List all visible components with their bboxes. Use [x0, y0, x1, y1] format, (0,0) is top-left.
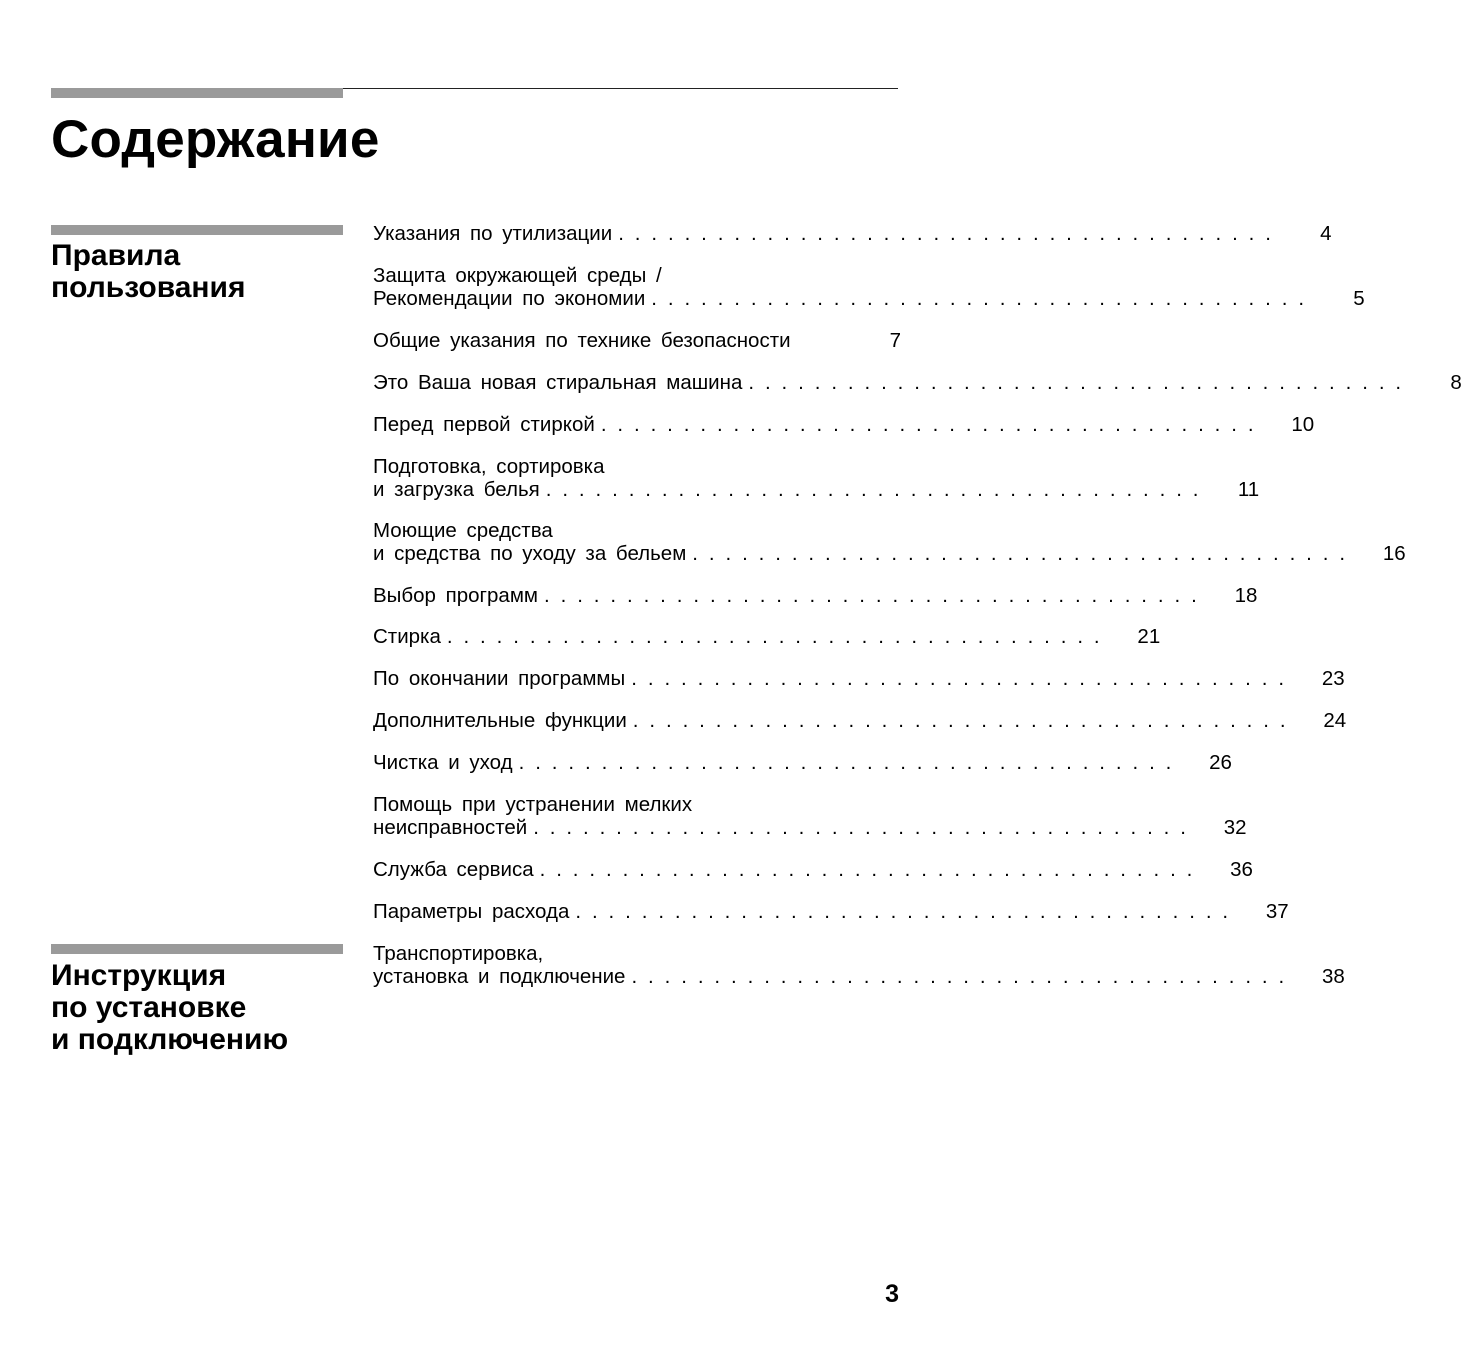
toc-entry-label: По окончании программы [373, 667, 626, 690]
toc-entry-label-line1: Защита окружающей среды / [373, 264, 662, 287]
toc-entry-label: Выбор программ [373, 584, 539, 607]
toc-entry-label: Перед первой стиркой [373, 413, 595, 436]
section-heading-line: по установке [51, 991, 247, 1024]
toc-entry-first-wash[interactable] [373, 413, 1315, 436]
toc-entry-cleaning[interactable] [373, 751, 1232, 774]
toc-entry-label-line1: Подготовка, сортировка [373, 455, 605, 478]
toc-entry-page: 21 [1137, 625, 1161, 648]
top-rule-thick [51, 88, 343, 98]
toc-entry-page: 8 [1450, 371, 1462, 394]
toc-entry-page: 7 [889, 329, 901, 352]
toc-entry-page: 11 [1237, 478, 1260, 501]
toc-entry-label: и загрузка белья [373, 478, 540, 501]
toc-entry-page: 37 [1265, 900, 1289, 923]
toc-entry-transport[interactable] [373, 942, 1345, 988]
toc-entry-label: установка и подключение [373, 965, 626, 988]
toc-entry-page: 24 [1323, 709, 1347, 732]
section-heading-line: Инструкция [51, 959, 227, 992]
toc-entry-page: 26 [1209, 751, 1232, 774]
page-title: Содержание [51, 110, 380, 169]
toc-entry-consumption[interactable] [373, 900, 1289, 923]
dot-leader: . . . . . . . . . . . . . . . . . . . . . . . . . . . . . . . . . . . . . . . . [631, 965, 1287, 988]
dot-leader: . . . . . . . . . . . . . . . . . . . . . . . . . . . . . . . . . . . . . . . . [533, 816, 1189, 839]
page-number: 3 [885, 1280, 899, 1308]
toc-entry-programs[interactable] [373, 584, 1258, 607]
section-heading-line: Правила [51, 239, 181, 272]
section-bar-installation [51, 944, 343, 954]
toc-entry-label: Общие указания по технике безопасности [373, 329, 791, 352]
toc-entry-label-line1: Помощь при устранении мелких [373, 793, 693, 816]
dot-leader: . . . . . . . . . . . . . . . . . . . . . . . . . . . . . . . . . . . . . . . . [748, 371, 1404, 394]
toc-entry-preparation[interactable] [373, 455, 1260, 501]
toc-entry-page: 18 [1234, 584, 1258, 607]
toc-entry-page: 5 [1353, 287, 1365, 310]
dot-leader: . . . . . . . . . . . . . . . . . . . . . . . . . . . . . . . . . . . . . . . . [518, 751, 1174, 774]
toc-entry-safety[interactable] [373, 329, 901, 352]
toc-entry-label: Параметры расхода [373, 900, 570, 923]
toc-entry-page: 16 [1382, 542, 1406, 565]
section-heading-line: и подключению [51, 1023, 289, 1056]
dot-leader: . . . . . . . . . . . . . . . . . . . . . . . . . . . . . . . . . . . . . . . . [651, 287, 1307, 310]
toc-entry-label: Это Ваша новая стиральная машина [373, 371, 743, 394]
toc-entry-troubleshooting[interactable] [373, 793, 1247, 839]
dot-leader: . . . . . . . . . . . . . . . . . . . . . . . . . . . . . . . . . . . . . . . . [632, 709, 1289, 732]
toc-entry-after-program[interactable] [373, 667, 1345, 690]
section-heading-installation [51, 960, 288, 1056]
toc-entry-page: 32 [1223, 816, 1247, 839]
toc-entry-page: 23 [1321, 667, 1345, 690]
toc-entry-extra-functions[interactable] [373, 709, 1347, 732]
dot-leader: . . . . . . . . . . . . . . . . . . . . . . . . . . . . . . . . . . . . . . . . [618, 222, 1274, 245]
toc-entry-label: Указания по утилизации [373, 222, 613, 245]
toc-entry-label: неисправностей [373, 816, 528, 839]
toc-entry-label-line1: Моющие средства [373, 519, 553, 542]
dot-leader: . . . . . . . . . . . . . . . . . . . . . . . . . . . . . . . . . . . . . . . . [600, 413, 1257, 436]
toc-entry-new-machine[interactable] [373, 371, 1462, 394]
toc-entry-label-line1: Транспортировка, [373, 942, 544, 965]
dot-leader: . . . . . . . . . . . . . . . . . . . . . . . . . . . . . . . . . . . . . . . . [446, 625, 1103, 648]
section-bar-usage [51, 225, 343, 235]
dot-leader: . . . . . . . . . . . . . . . . . . . . . . . . . . . . . . . . . . . . . . . . [545, 478, 1202, 501]
toc-entry-washing[interactable] [373, 625, 1161, 648]
toc-entry-label: Чистка и уход [373, 751, 513, 774]
dot-leader: . . . . . . . . . . . . . . . . . . . . . . . . . . . . . . . . . . . . . . . . [575, 900, 1231, 923]
toc-entry-page: 38 [1322, 965, 1345, 988]
section-heading-usage [51, 240, 246, 304]
toc-entry-environment[interactable] [373, 264, 1365, 310]
toc-entry-label: и средства по уходу за бельем [373, 542, 687, 565]
toc-entry-page: 4 [1320, 222, 1332, 245]
dot-leader: . . . . . . . . . . . . . . . . . . . . . . . . . . . . . . . . . . . . . . . . [631, 667, 1287, 690]
toc-entry-page: 36 [1230, 858, 1253, 881]
toc-entry-disposal[interactable] [373, 222, 1332, 245]
dot-leader: . . . . . . . . . . . . . . . . . . . . . . . . . . . . . . . . . . . . . . . . [539, 858, 1195, 881]
section-heading-line: пользования [51, 271, 246, 304]
toc-entry-label: Дополнительные функции [373, 709, 627, 732]
toc-entry-label: Стирка [373, 625, 441, 648]
toc-entry-label: Рекомендации по экономии [373, 287, 646, 310]
toc-entry-service[interactable] [373, 858, 1253, 881]
dot-leader: . . . . . . . . . . . . . . . . . . . . . . . . . . . . . . . . . . . . . . . . [692, 542, 1348, 565]
toc-entry-page: 10 [1291, 413, 1315, 436]
dot-leader: . . . . . . . . . . . . . . . . . . . . . . . . . . . . . . . . . . . . . . . . [544, 584, 1200, 607]
toc-entry-label: Служба сервиса [373, 858, 534, 881]
toc-entry-detergents[interactable] [373, 519, 1406, 565]
